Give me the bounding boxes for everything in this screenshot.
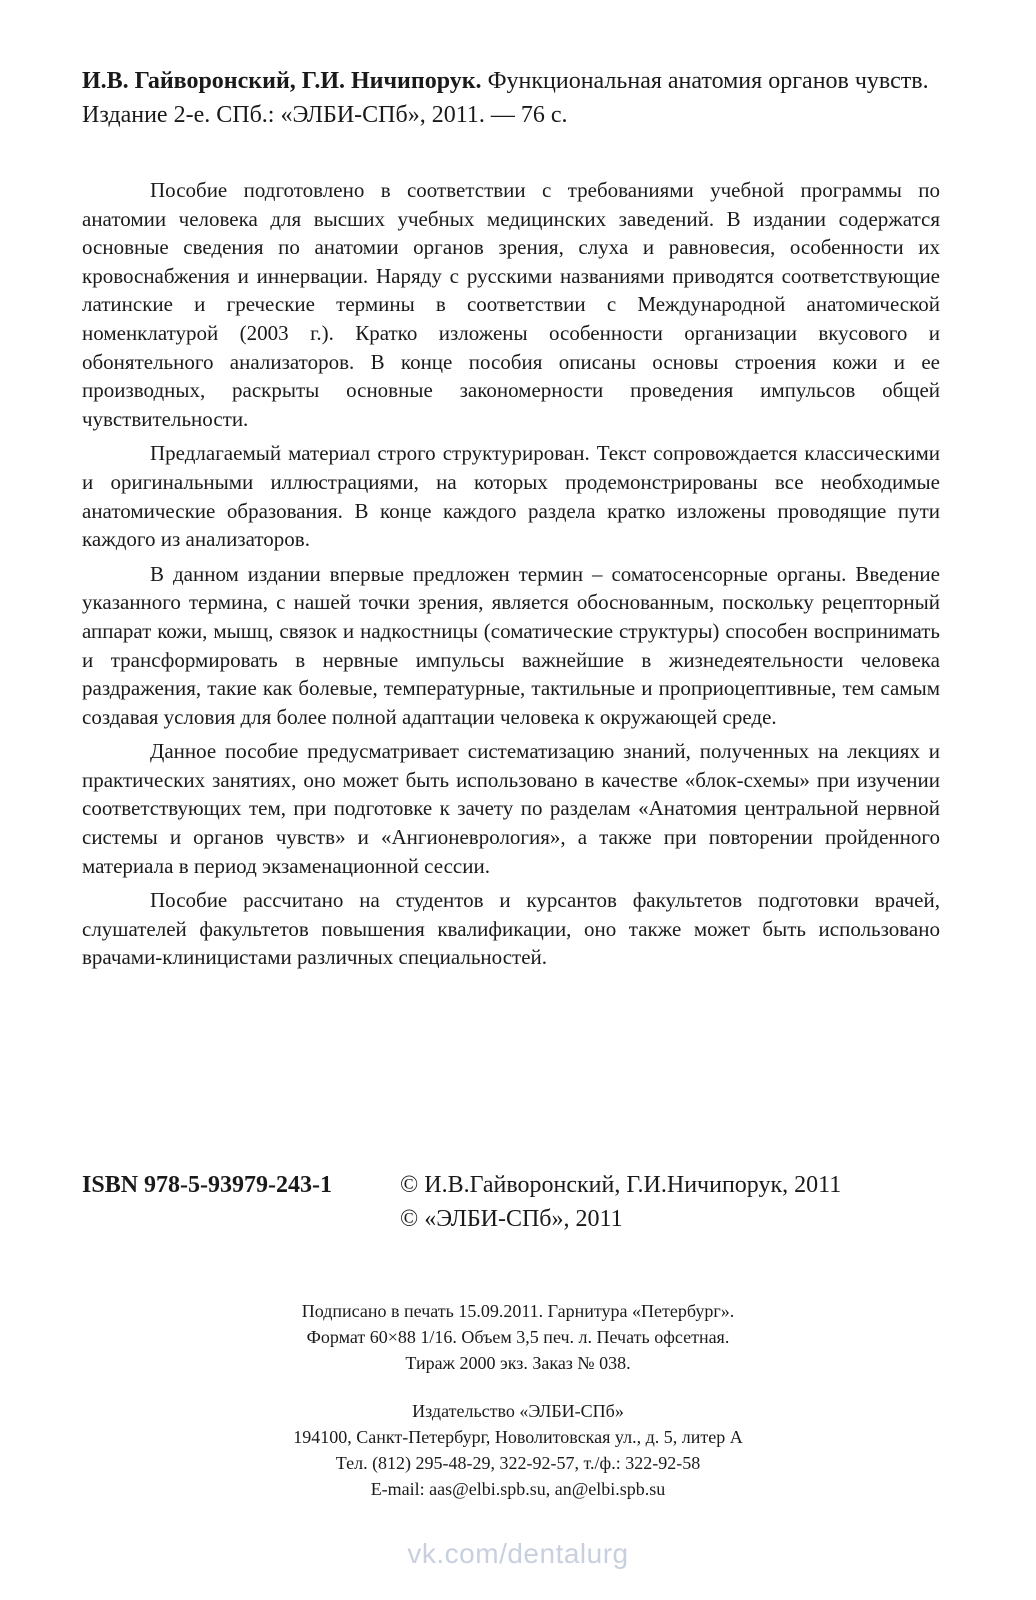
publisher-email: E-mail: aas@elbi.spb.su, an@elbi.spb.su xyxy=(370,1479,666,1499)
publisher-address: 194100, Санкт-Петербург, Новолитовская ул., д. 5, литер А xyxy=(293,1427,743,1447)
authors: И.В. Гайворонский, Г.И. Ничипорук. xyxy=(82,68,482,94)
publisher-name: Издательство «ЭЛБИ-СПб» xyxy=(412,1401,624,1421)
isbn: ISBN 978-5-93979-243-1 xyxy=(82,1172,332,1198)
publisher-phone: Тел. (812) 295-48-29, 322-92-57, т./ф.: 322-92-58 xyxy=(335,1453,701,1473)
imprint-line: Тираж 2000 экз. Заказ № 038. xyxy=(405,1353,631,1373)
imprint-line: Формат 60×88 1/16. Объем 3,5 печ. л. Печать офсетная. xyxy=(306,1327,730,1347)
abstract-paragraph: В данном издании впервые предложен термин – соматосенсорные органы. Введение указанного термина, с нашей точки зрения, является обоснованным, поскольку рецепторный аппарат кожи, мышц, связок и надкостницы (соматические структуры) способен воспринимать и трансформировать в нервные импульсы важнейшие в жизнедеятельности человека раздражения, такие как болевые, температурные, тактильные и проприоцептивные, тем самым создавая условия для более полной адаптации человека к окружающей среде. xyxy=(82,561,940,729)
copyright-line: © И.В.Гайворонский, Г.И.Ничипорук, 2011 xyxy=(400,1172,842,1198)
abstract-paragraph: Пособие подготовлено в соответствии с требованиями учебной программы по анатомии человека для высших учебных медицинских заведений. В издании содержатся основные сведения по анатомии органов зрения, слуха и равновесия, особенности их кровоснабжения и иннервации. Наряду с русскими названиями приводятся соответствующие латинские и греческие термины в соответствии с Международной анатомической номенклатурой (2003 г.). Кратко изложены особенности организации вкусового и обонятельного анализаторов. В конце пособия описаны основы строения кожи и ее производных, раскрыты основные закономерности проведения импульсов общей чувствительности. xyxy=(82,178,940,431)
watermark: vk.com/dentalurg xyxy=(407,1538,629,1569)
copyright xyxy=(400,1168,841,1236)
bibliographic-entry xyxy=(82,64,942,132)
abstract-paragraph: Предлагаемый материал строго структурирован. Текст сопровождается классическими и оригинальными иллюстрациями, на которых продемонстрированы все необходимые анатомические образования. В конце каждого раздела кратко изложены проводящие пути каждого из анализаторов. xyxy=(82,441,940,552)
imprint-line: Подписано в печать 15.09.2011. Гарнитура «Петербург». xyxy=(301,1301,735,1321)
copyright-line: © «ЭЛБИ-СПб», 2011 xyxy=(400,1206,623,1232)
book-title-and-publication: Функциональная анатомия органов чувств. Издание 2-е. СПб.: «ЭЛБИ-СПб», 2011. — 76 с. xyxy=(82,68,929,128)
abstract-paragraph: Пособие рассчитано на студентов и курсантов факультетов подготовки врачей, слушателей факультетов повышения квалификации, оно также может быть использовано врачами-клиницистами различных специальностей. xyxy=(82,888,940,970)
publisher-info xyxy=(0,1398,1036,1502)
abstract xyxy=(82,176,940,978)
print-imprint xyxy=(0,1298,1036,1376)
abstract-paragraph: Данное пособие предусматривает систематизацию знаний, полученных на лекциях и практических занятиях, оно может быть использовано в качестве «блок-схемы» при изучении соответствующих тем, при подготовке к зачету по разделам «Анатомия центральной нервной системы и органов чувств» и «Ангионеврология», а также при повторении пройденного материала в период экзаменационной сессии. xyxy=(82,739,940,878)
